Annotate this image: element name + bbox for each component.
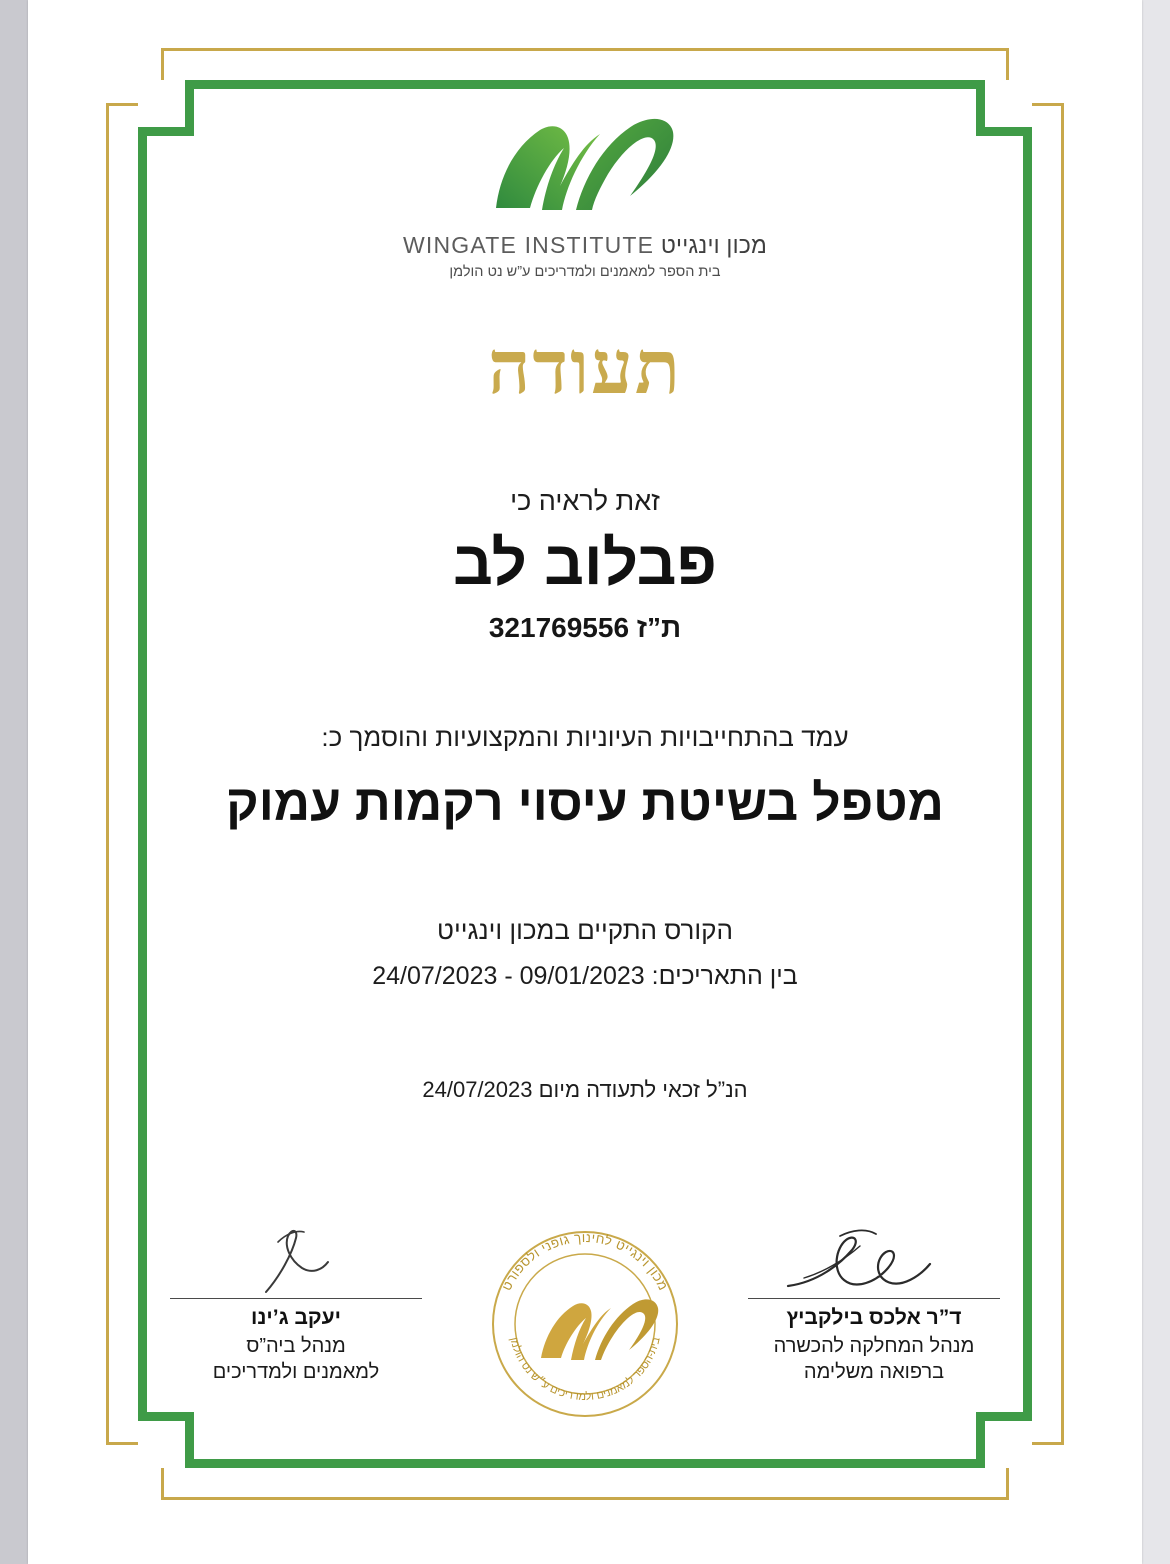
- signature-mark-left: [170, 1224, 422, 1298]
- institute-name-he: מכון וינגייט: [660, 232, 768, 258]
- svg-text:בית-הספר למאמנים ולמדריכים ע״ש: בית-הספר למאמנים ולמדריכים ע״ש נט הולמן: [507, 1336, 663, 1404]
- institute-name: [168, 232, 1002, 259]
- signatory-name-right: ד”ר אלכס בילקביץ: [786, 1306, 962, 1329]
- qualification-title: מטפל בשיטת עיסוי רקמות עמוק: [226, 775, 944, 832]
- signatory-role-left-line1: מנהל ביה”ס: [246, 1335, 346, 1357]
- screen-edge-left: [0, 0, 28, 1564]
- signatory-name-left: יעקב ג’ינו: [251, 1306, 341, 1329]
- signature-line-left: [170, 1298, 422, 1299]
- recipient-name: פבלוב לב: [453, 529, 717, 598]
- institute-subtitle: בית הספר למאמנים ולמדריכים ע”ש נט הולמן: [449, 264, 721, 280]
- signatory-role-right-line1: מנהל המחלקה להכשרה: [773, 1335, 975, 1357]
- institute-name-en: WINGATE INSTITUTE: [402, 232, 655, 258]
- recipient-id-line: ת”ז 321769556: [488, 612, 682, 644]
- signature-mark-right: [748, 1224, 1000, 1298]
- course-dates-line: בין התאריכים: 09/01/2023 - 24/07/2023: [372, 961, 798, 990]
- qualification-intro-line: עמד בהתחייבויות העיוניות והמקצועיות והוסמך כ:: [321, 722, 849, 753]
- institute-logo-block: [168, 112, 1002, 280]
- handwritten-signature-icon-right: [748, 1224, 1000, 1298]
- signature-block-right: [748, 1224, 1000, 1385]
- signature-row: [168, 1224, 1002, 1434]
- screen-edge-right: [1142, 0, 1170, 1564]
- certificate-content: [168, 96, 1002, 1452]
- certificate-page: [28, 0, 1142, 1564]
- handwritten-signature-icon-left: [170, 1224, 422, 1298]
- signatory-role-right: [748, 1333, 1000, 1385]
- intro-line: זאת לראיה כי: [510, 486, 660, 516]
- certificate-title: תעודה: [487, 328, 683, 410]
- course-location-line: הקורס התקיים במכון וינגייט: [437, 914, 733, 945]
- signature-block-left: [170, 1224, 422, 1385]
- signature-line-right: [748, 1298, 1000, 1299]
- award-date-line: הנ”ל זכאי לתעודה מיום 24/07/2023: [422, 1076, 748, 1102]
- signatory-role-right-line2: ברפואה משלימה: [803, 1361, 945, 1383]
- svg-text:מכון וינגייט לחינוך גופני ולספ: מכון וינגייט לחינוך גופני ולספורט: [498, 1229, 672, 1293]
- signatory-role-left: [170, 1333, 422, 1385]
- signatory-role-left-line2: למאמנים ולמדריכים: [212, 1361, 380, 1383]
- wingate-w-logo-icon: [480, 112, 690, 224]
